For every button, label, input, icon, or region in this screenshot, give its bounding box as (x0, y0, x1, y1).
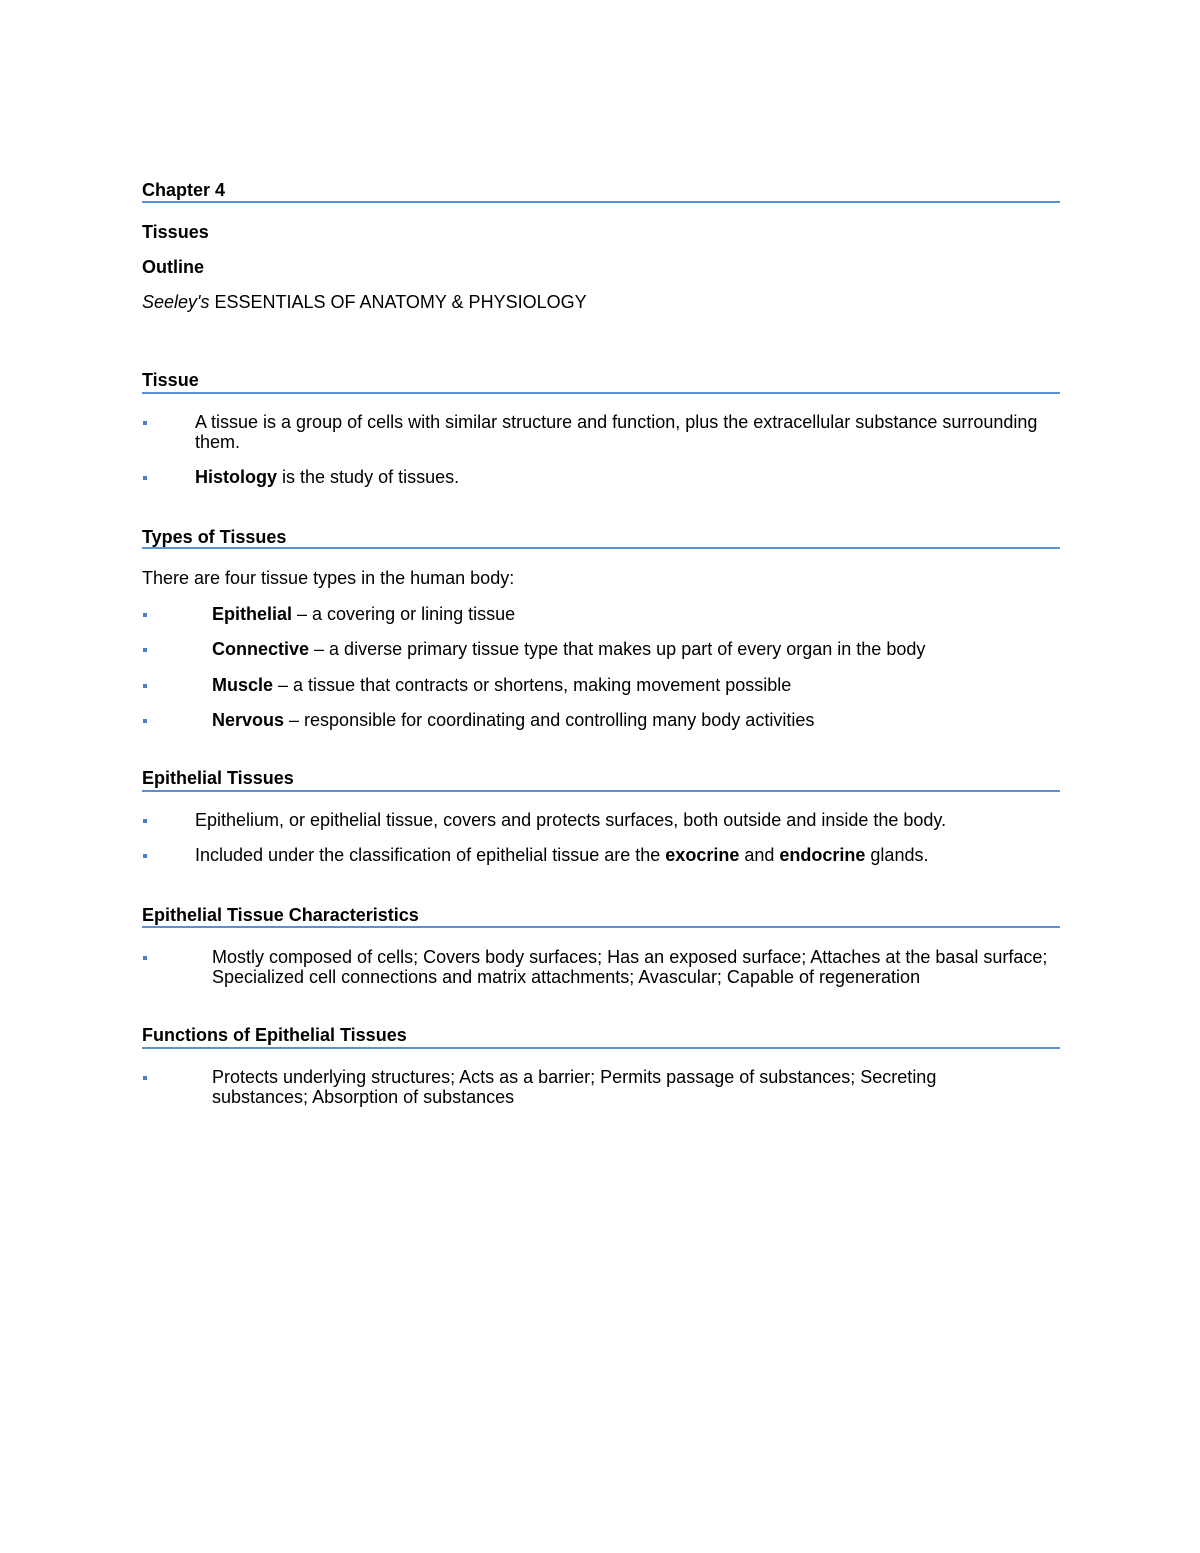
chapter-rule (142, 201, 1060, 203)
glands-post: glands. (865, 845, 929, 865)
bullet-icon (143, 854, 147, 858)
type-term: Epithelial (212, 604, 293, 624)
type-item (212, 639, 1057, 659)
bullet-icon (143, 956, 147, 960)
bullet-icon (143, 648, 147, 652)
section-rule (142, 392, 1060, 394)
exocrine-term: exocrine (665, 845, 740, 865)
type-desc: – a tissue that contracts or shortens, making movement possible (273, 675, 792, 695)
endocrine-term: endocrine (779, 845, 866, 865)
type-desc: – a covering or lining tissue (292, 604, 516, 624)
type-item (212, 675, 1057, 695)
type-item (212, 710, 1057, 730)
functions-bullet: Protects underlying structures; Acts as a barrier; Permits passage of substances; Secreting substances; Absorption of substances (212, 1067, 937, 1107)
bullet-icon (143, 1076, 147, 1080)
glands-mid: and (739, 845, 780, 865)
section-rule (142, 1047, 1060, 1049)
epithelial-bullet-2 (195, 845, 1057, 865)
tissue-bullet-1: A tissue is a group of cells with similar structure and function, plus the extracellular substance surrounding them. (195, 412, 1038, 452)
type-term: Connective (212, 639, 310, 659)
section-heading-types: Types of Tissues (142, 527, 287, 547)
type-term: Muscle (212, 675, 274, 695)
section-heading-characteristics: Epithelial Tissue Characteristics (142, 905, 419, 925)
section-heading-epithelial: Epithelial Tissues (142, 768, 294, 788)
types-intro: There are four tissue types in the human body: (142, 568, 515, 588)
bullet-icon (143, 819, 147, 823)
section-heading-functions: Functions of Epithelial Tissues (142, 1025, 407, 1045)
type-desc: – responsible for coordinating and controlling many body activities (284, 710, 815, 730)
section-heading-tissue: Tissue (142, 370, 199, 390)
type-item (212, 604, 1057, 624)
bullet-icon (143, 476, 147, 480)
epithelial-bullet-1: Epithelium, or epithelial tissue, covers and protects surfaces, both outside and inside the body. (195, 810, 947, 830)
characteristics-bullet: Mostly composed of cells; Covers body surfaces; Has an exposed surface; Attaches at the basal surface; Specialized cell connections and matrix attachments; Avascular; Capable of regeneration (212, 947, 1048, 987)
bullet-icon (143, 613, 147, 617)
book-title (142, 292, 1060, 312)
page-title: Tissues (142, 222, 209, 242)
type-term: Nervous (212, 710, 285, 730)
bullet-icon (143, 684, 147, 688)
book-title-italic: Seeley's (142, 292, 210, 312)
section-rule (142, 926, 1060, 928)
book-title-rest: ESSENTIALS OF ANATOMY & PHYSIOLOGY (209, 292, 587, 312)
glands-pre: Included under the classification of epithelial tissue are the (195, 845, 666, 865)
histology-term: Histology (195, 467, 278, 487)
histology-desc: is the study of tissues. (277, 467, 460, 487)
outline-label: Outline (142, 257, 204, 277)
section-rule (142, 790, 1060, 792)
section-rule (142, 547, 1060, 549)
chapter-heading: Chapter 4 (142, 180, 226, 200)
type-desc: – a diverse primary tissue type that makes up part of every organ in the body (309, 639, 926, 659)
tissue-bullet-2 (195, 467, 1055, 487)
bullet-icon (143, 719, 147, 723)
bullet-icon (143, 421, 147, 425)
